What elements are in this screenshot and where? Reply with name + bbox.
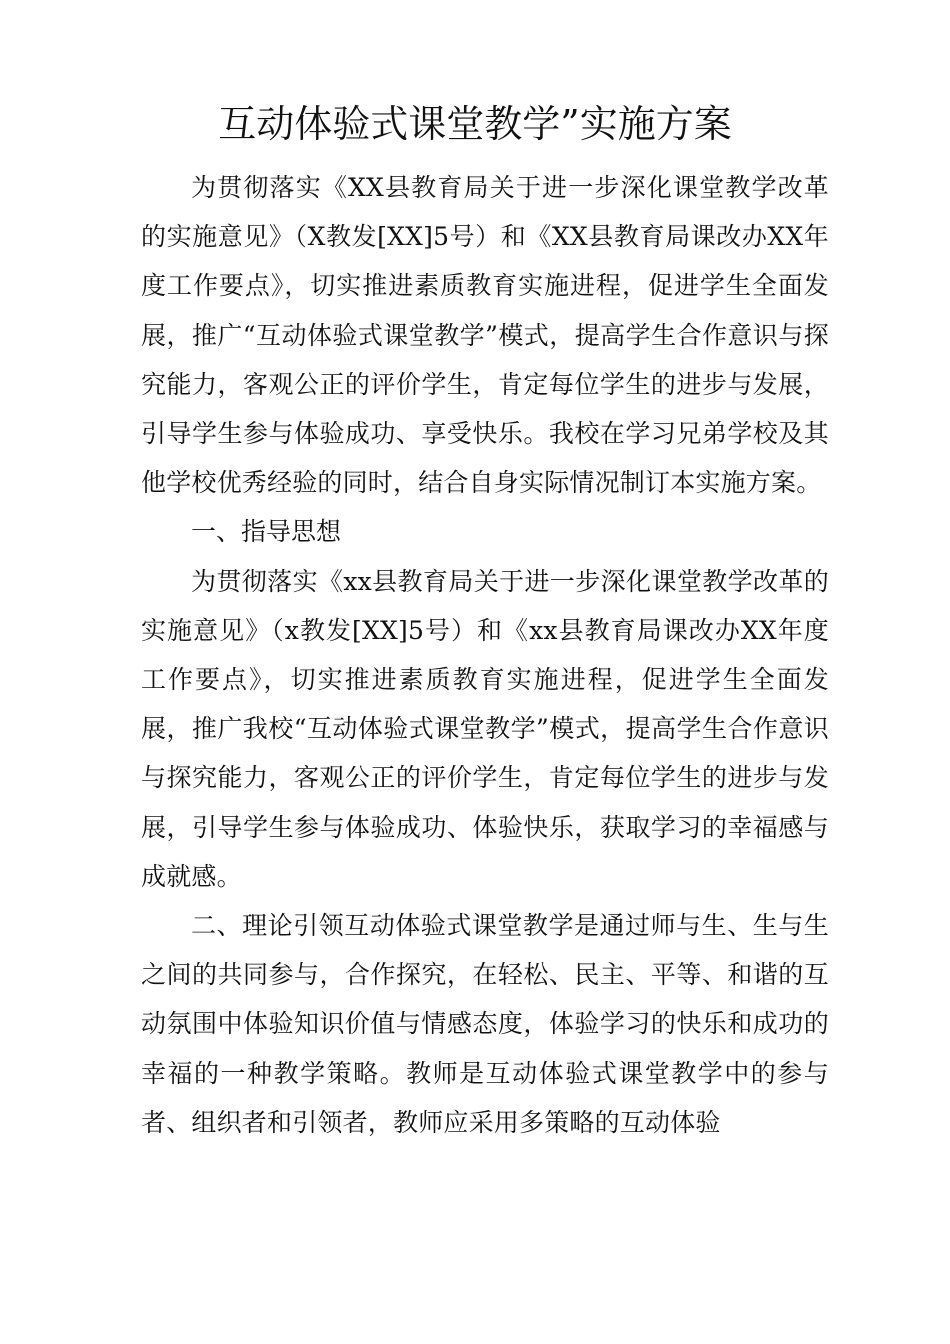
section-heading-guiding-ideology: 一、指导思想 — [191, 517, 342, 547]
document-body — [141, 163, 829, 1147]
document-title: 互动体验式课堂教学”实施方案 — [218, 102, 732, 146]
intro-paragraph: 为贯彻落实《XX县教育局关于进一步深化课堂教学改革的实施意见》（X教发[XX]5号）和《XX县教育局课改办XX年度工作要点》，切实推进素质教育实施进程，促进学生全面发展，推广“互动体验式课堂教学”模式，提高学生合作意识与探究能力，客观公正的评价学生，肯定每位学生的进步与发展，引导学生参与体验成功、享受快乐。我校在学习兄弟学校及其他学校优秀经验的同时，结合自身实际情况制订本实施方案。 — [141, 173, 829, 498]
guiding-ideology-paragraph: 为贯彻落实《xx县教育局关于进一步深化课堂教学改革的实施意见》（x教发[XX]5号）和《xx县教育局课改办XX年度工作要点》，切实推进素质教育实施进程，促进学生全面发展，推广我校“互动体验式课堂教学”模式，提高学生合作意识与探究能力，客观公正的评价学生，肯定每位学生的进步与发展，引导学生参与体验成功、体验快乐，获取学习的幸福感与成就感。 — [141, 566, 829, 891]
theory-paragraph: 二、理论引领互动体验式课堂教学是通过师与生、生与生之间的共同参与，合作探究，在轻松、民主、平等、和谐的互动氛围中体验知识价值与情感态度，体验学习的快乐和成功的幸福的一种教学策略。教师是互动体验式课堂教学中的参与者、组织者和引领者，教师应采用多策略的互动体验 — [141, 911, 829, 1137]
